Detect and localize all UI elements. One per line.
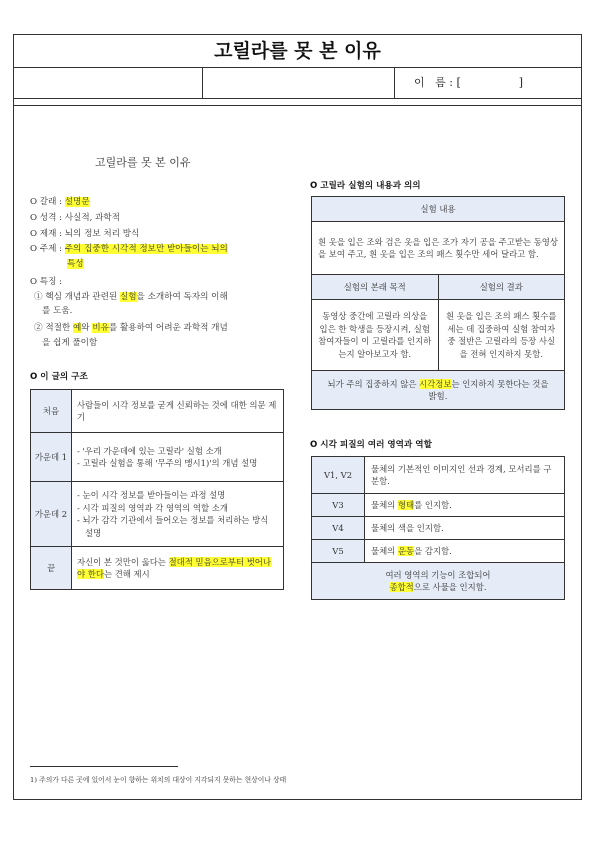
cortex-summary: 여러 영역의 기능이 조합되어 종합적으로 사물을 인지함. xyxy=(312,563,565,600)
experiment-content: 흰 옷을 입은 조와 검은 옷을 입은 조가 자기 공을 주고받는 동영상을 보여 주고, 흰 옷을 입은 조의 패스 횟수만 세어 달라고 함. xyxy=(312,222,565,275)
theme-highlight-2: 특성 xyxy=(67,259,84,269)
row-label: 가운데 1 xyxy=(31,433,72,482)
header-info-row xyxy=(14,67,581,99)
table-row xyxy=(31,547,284,590)
header-divider xyxy=(14,105,581,106)
name-close: ] xyxy=(518,76,524,89)
name-label: 이 름 : [ xyxy=(414,76,461,89)
purpose-header: 실험의 본래 목적 xyxy=(312,275,439,300)
result-header: 실험의 결과 xyxy=(438,275,565,300)
table-row xyxy=(312,517,565,540)
row-label: 가운데 2 xyxy=(31,482,72,547)
feature-2: ② 적절한 예와 비유를 활용하여 어려운 과학적 개념 xyxy=(34,323,228,333)
table-row xyxy=(312,275,565,300)
cortex-label: V1, V2 xyxy=(312,457,365,494)
genre-line: O 갈래 : 설명문 xyxy=(30,197,90,207)
table-row xyxy=(312,371,565,410)
document-title: 고릴라를 못 본 이유 xyxy=(95,156,191,169)
table-row xyxy=(312,300,565,371)
header-cell-1 xyxy=(14,67,203,98)
table-row xyxy=(312,540,565,563)
row-content: 자신이 본 것만이 옳다는 절대적 믿음으로부터 벗어나야 한다는 견해 제시 xyxy=(72,547,284,590)
table-row xyxy=(312,494,565,517)
cortex-label: V4 xyxy=(312,517,365,540)
features-label: O 특징 : xyxy=(30,277,63,287)
page-header-title: 고릴라를 못 본 이유 xyxy=(14,35,581,68)
cortex-table xyxy=(311,456,565,600)
row-content: 사람들이 시각 정보를 굳게 신뢰하는 것에 대한 의문 제기 xyxy=(72,390,284,433)
theme-line: O 주제 : 주의 집중한 시각적 정보만 받아들이는 뇌의 xyxy=(30,244,228,254)
experiment-section-title: O 고릴라 실험의 내용과 의의 xyxy=(310,181,421,191)
cortex-section-title: O 시각 피질의 여러 영역과 역할 xyxy=(310,440,432,450)
structure-table xyxy=(30,389,284,590)
table-row xyxy=(312,563,565,600)
feature-1-cont: 를 도움. xyxy=(42,306,73,316)
row-content: - '우리 가운데에 있는 고릴라' 실험 소개 - 고릴라 실험을 통해 '무주의 맹시1)'의 개념 설명 xyxy=(72,433,284,482)
table-row xyxy=(31,390,284,433)
footnote: 1) 주의가 다른 곳에 있어서 눈이 향하는 위치의 대상이 지각되지 못하는 현상이나 상태 xyxy=(30,776,287,784)
nature-line: O 성격 : 사실적, 과학적 xyxy=(30,213,121,223)
row-label: 처음 xyxy=(31,390,72,433)
experiment-conclusion: 뇌가 주의 집중하지 않은 시각정보는 인지하지 못한다는 것을 밝힘. xyxy=(312,371,565,410)
cortex-text: 물체의 기본적인 이미지인 선과 경계, 모서리를 구분함. xyxy=(365,457,565,494)
table-row xyxy=(312,222,565,275)
cortex-text: 물체의 형태를 인지함. xyxy=(365,494,565,517)
row-label: 끝 xyxy=(31,547,72,590)
table-row xyxy=(312,457,565,494)
row-content: - 눈이 시각 정보를 받아들이는 과정 설명 - 시각 피질의 영역과 각 영역의 역할 소개 - 뇌가 감각 기관에서 들어오는 정보를 처리하는 방식 설명 xyxy=(72,482,284,547)
cortex-text: 물체의 운동을 감지함. xyxy=(365,540,565,563)
footnote-divider xyxy=(30,766,178,767)
table-row xyxy=(312,197,565,222)
purpose-text: 동영상 중간에 고릴라 의상을 입은 한 학생을 등장시켜, 실험 참여자들이 이 고릴라를 인지하는지 알아보고자 함. xyxy=(312,300,439,371)
result-text: 흰 옷을 입은 조의 패스 횟수를 세는 데 집중하여 실험 참여자 중 절반은 고릴라의 등장 사실을 전혀 인지하지 못함. xyxy=(438,300,565,371)
cortex-text: 물체의 색을 인지함. xyxy=(365,517,565,540)
table-row xyxy=(31,482,284,547)
subject-line: O 제재 : 뇌의 정보 처리 방식 xyxy=(30,229,140,239)
student-name-field[interactable] xyxy=(414,67,523,98)
theme-highlight-1: 주의 집중한 시각적 정보만 받아들이는 뇌의 xyxy=(64,244,228,254)
experiment-table xyxy=(311,196,565,410)
feature-1: ① 핵심 개념과 관련된 실험을 소개하여 독자의 이해 xyxy=(34,292,228,302)
header-cell-2 xyxy=(202,67,395,98)
experiment-content-header: 실험 내용 xyxy=(312,197,565,222)
structure-section-title: O 이 글의 구조 xyxy=(30,372,88,382)
cortex-label: V5 xyxy=(312,540,365,563)
genre-value: 설명문 xyxy=(64,197,90,207)
theme-line-2 xyxy=(67,258,84,271)
cortex-label: V3 xyxy=(312,494,365,517)
feature-2-cont: 을 쉽게 풀이함 xyxy=(42,338,98,348)
table-row xyxy=(31,433,284,482)
